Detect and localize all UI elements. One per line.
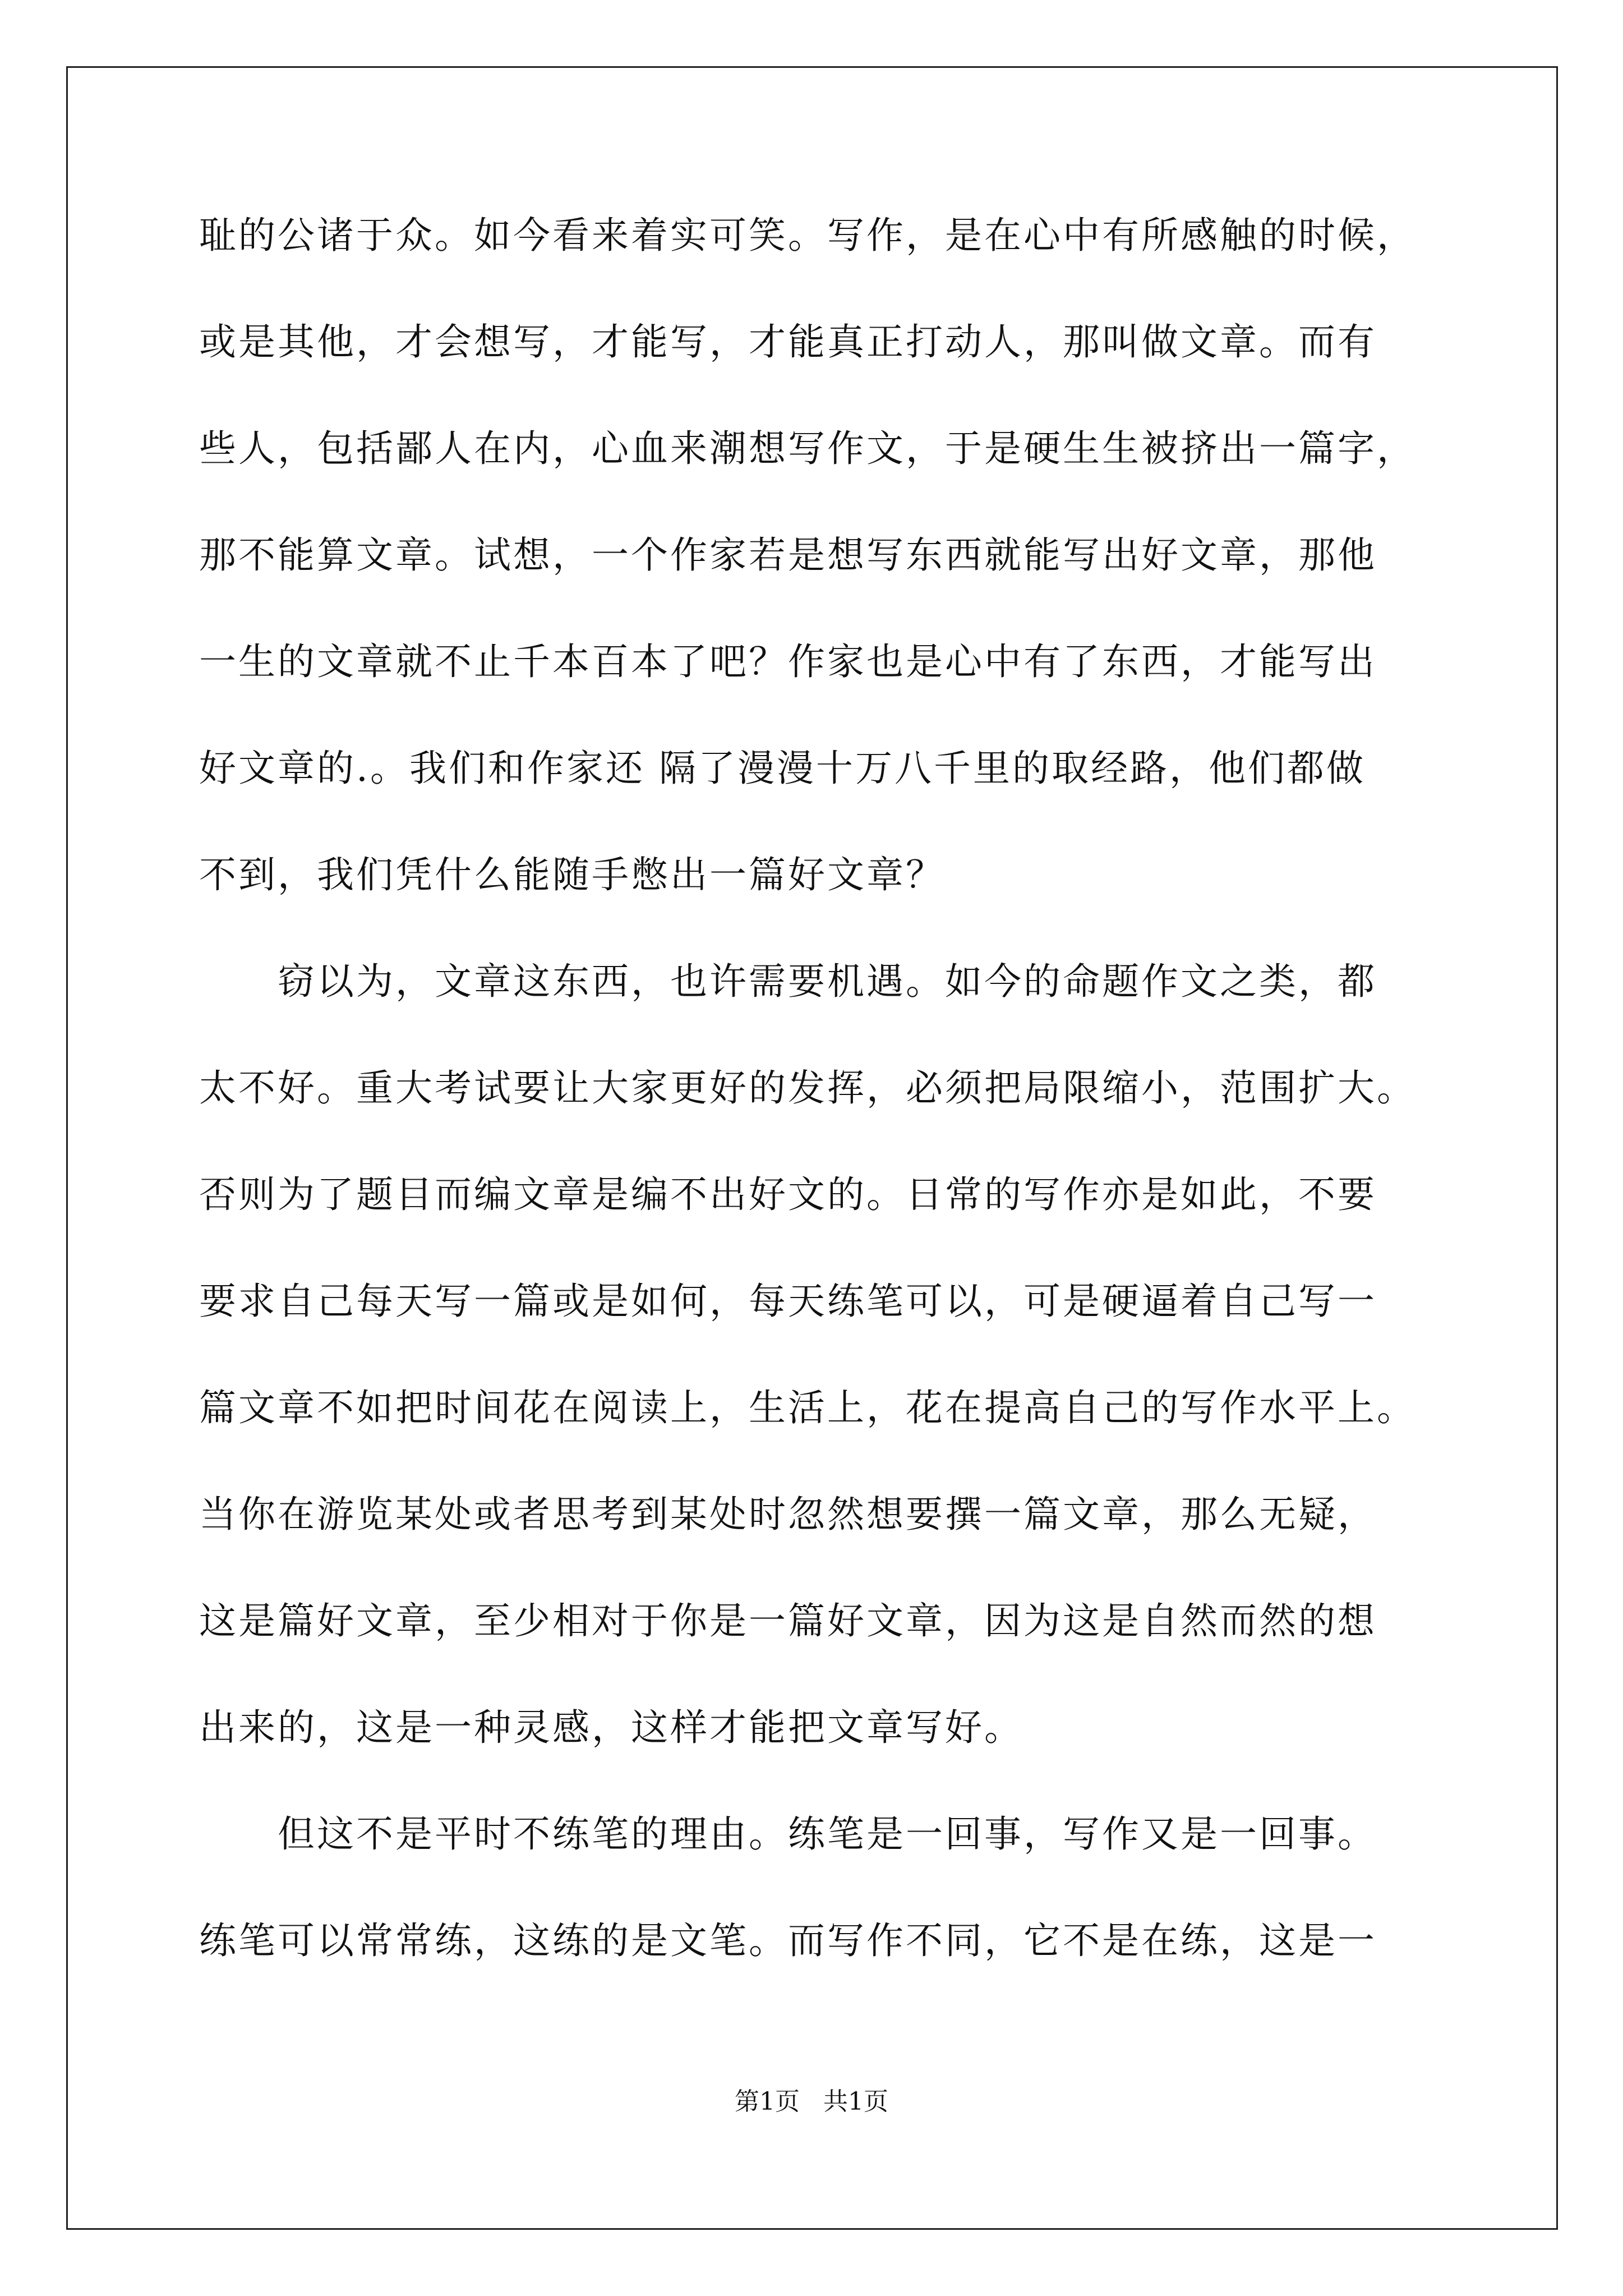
text-line: 否则为了题目而编文章是编不出好文的。日常的写作亦是如此，不要 <box>199 1173 1377 1216</box>
text-line: 那不能算文章。试想，一个作家若是想写东西就能写出好文章，那他 <box>199 533 1377 577</box>
paragraph-first-line: 但这不是平时不练笔的理由。练笔是一回事，写作又是一回事。 <box>278 1812 1377 1856</box>
text-line: 好文章的.。我们和作家还 隔了漫漫十万八千里的取经路，他们都做 <box>199 747 1366 790</box>
text-line: 当你在游览某处或者思考到某处时忽然想要撰一篇文章，那么无疑， <box>199 1493 1377 1536</box>
text-line: 太不好。重大考试要让大家更好的发挥，必须把局限缩小，范围扩大。 <box>199 1066 1416 1110</box>
text-line: 不到，我们凭什么能随手憋出一篇好文章？ <box>199 853 945 896</box>
paragraph-first-line: 窃以为，文章这东西，也许需要机遇。如今的命题作文之类，都 <box>278 960 1377 1003</box>
text-line: 练笔可以常常练，这练的是文笔。而写作不同，它不是在练，这是一 <box>199 1919 1377 1962</box>
document-body <box>199 208 1433 2019</box>
text-line: 篇文章不如把时间花在阅读上，生活上，花在提高自己的写作水平上。 <box>199 1386 1416 1429</box>
page-footer <box>0 2081 1623 2117</box>
text-line: 或是其他，才会想写，才能写，才能真正打动人，那叫做文章。而有 <box>199 320 1377 364</box>
text-line: 些人，包括鄙人在内，心血来潮想写作文，于是硬生生被挤出一篇字， <box>199 427 1416 470</box>
text-line: 要求自己每天写一篇或是如何，每天练笔可以，可是硬逼着自己写一 <box>199 1280 1377 1323</box>
text-line: 这是篇好文章，至少相对于你是一篇好文章，因为这是自然而然的想 <box>199 1599 1377 1642</box>
page-number: 第1页 共1页 <box>735 2087 888 2116</box>
text-line: 一生的文章就不止千本百本了吧？作家也是心中有了东西，才能写出 <box>199 640 1377 683</box>
text-line: 出来的，这是一种灵感，这样才能把文章写好。 <box>199 1706 1023 1749</box>
text-line: 耻的公诸于众。如今看来着实可笑。写作，是在心中有所感触的时候， <box>199 214 1416 257</box>
